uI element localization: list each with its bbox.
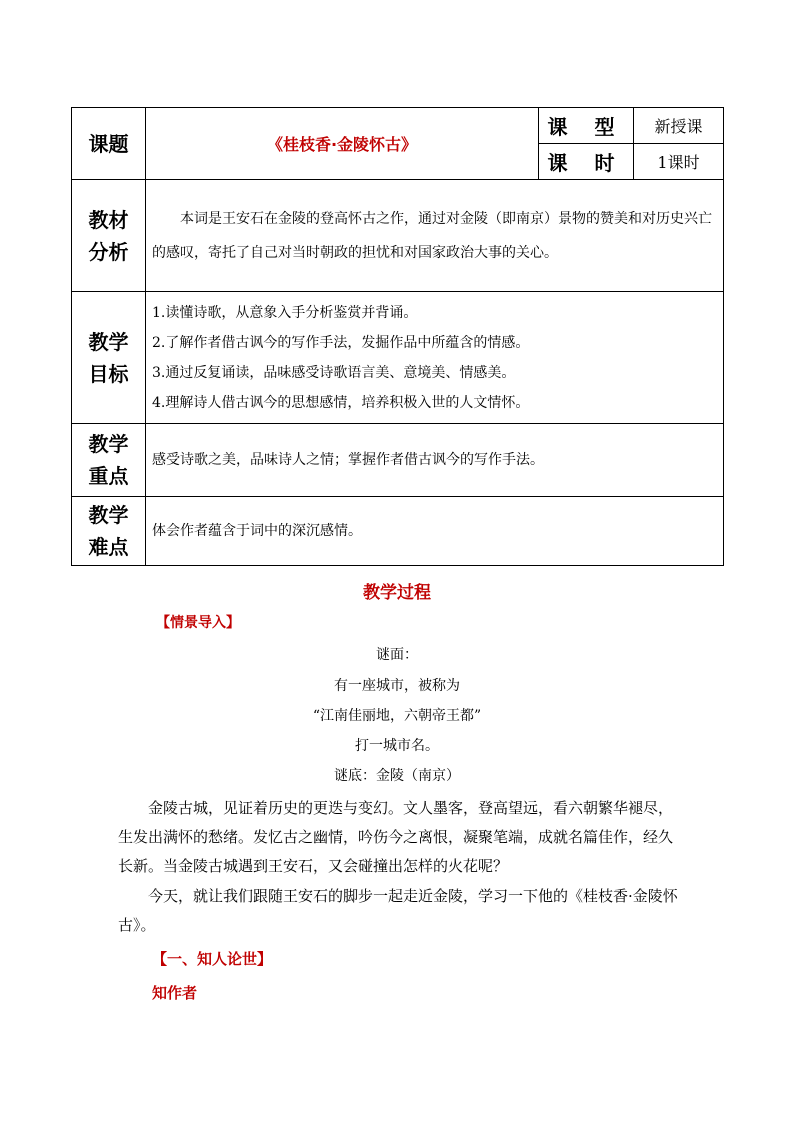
process-title: 教学过程	[363, 583, 431, 603]
objectives-label-line1: 教学	[88, 329, 129, 354]
riddle-line: 打一城市名。	[355, 738, 439, 754]
intro-heading: 【情景导入】	[156, 615, 240, 631]
key-label	[72, 424, 146, 497]
objective-item: 3.通过反复诵读，品味感受诗歌语言美、意境美、情感美。	[152, 364, 516, 381]
riddle-line: 谜面：	[376, 647, 418, 663]
riddle-line: 有一座城市，被称为	[334, 678, 460, 694]
difficulty-label-line1: 教学	[88, 503, 129, 527]
difficulty-label-line2: 难点	[88, 535, 129, 559]
section-subheading: 知作者	[152, 984, 198, 1002]
intro-paragraph-2: 今天，就让我们跟随王安石的脚步一起走近金陵，学习一下他的《桂枝香·金陵怀古》。	[118, 887, 678, 934]
riddle-line: “江南佳丽地，六朝帝王都”	[312, 708, 482, 724]
objective-item: 4.理解诗人借古讽今的思想感情，培养积极入世的人文情怀。	[152, 394, 530, 411]
objectives-label	[72, 292, 146, 424]
key-text: 感受诗歌之美，品味诗人之情；掌握作者借古讽今的写作手法。	[146, 424, 724, 497]
analysis-label	[72, 180, 146, 292]
difficulty-text: 体会作者蕴含于词中的深沉感情。	[146, 497, 724, 566]
topic-label: 课题	[72, 108, 146, 180]
lesson-plan-table	[71, 107, 724, 566]
section-heading: 【一、知人论世】	[152, 950, 273, 968]
objective-item: 2.了解作者借古讽今的写作手法，发掘作品中所蕴含的情感。	[152, 334, 530, 351]
objective-item: 1.读懂诗歌，从意象入手分析鉴赏并背诵。	[152, 304, 418, 321]
objectives-list	[146, 292, 724, 424]
key-label-line2: 重点	[88, 464, 129, 488]
hours-label: 课 时	[539, 144, 634, 180]
type-label: 课 型	[539, 108, 634, 144]
difficulty-label	[72, 497, 146, 566]
analysis-text: 本词是王安石在金陵的登高怀古之作，通过对金陵（即南京）景物的赞美和对历史兴亡的感叹，寄托了自己对当时朝政的担忧和对国家政治大事的关心。	[146, 180, 724, 292]
objectives-label-line2: 目标	[88, 361, 129, 386]
type-value: 新授课	[634, 108, 724, 144]
lesson-title: 《桂枝香·金陵怀古》	[146, 108, 539, 180]
key-label-line1: 教学	[88, 432, 129, 456]
riddle-answer: 谜底：金陵（南京）	[334, 768, 460, 784]
analysis-label-line2: 分析	[88, 239, 129, 264]
intro-paragraph: 金陵古城，见证着历史的更迭与变幻。文人墨客，登高望远，看六朝繁华褪尽，生发出满怀的愁绪。发忆古之幽情，吟伤今之离恨，凝聚笔端，成就名篇佳作，经久长新。当金陵古城遇到王安石，又会碰撞出怎样的火花呢？	[118, 799, 674, 875]
hours-value: 1课时	[634, 144, 724, 180]
analysis-label-line1: 教材	[88, 207, 129, 232]
